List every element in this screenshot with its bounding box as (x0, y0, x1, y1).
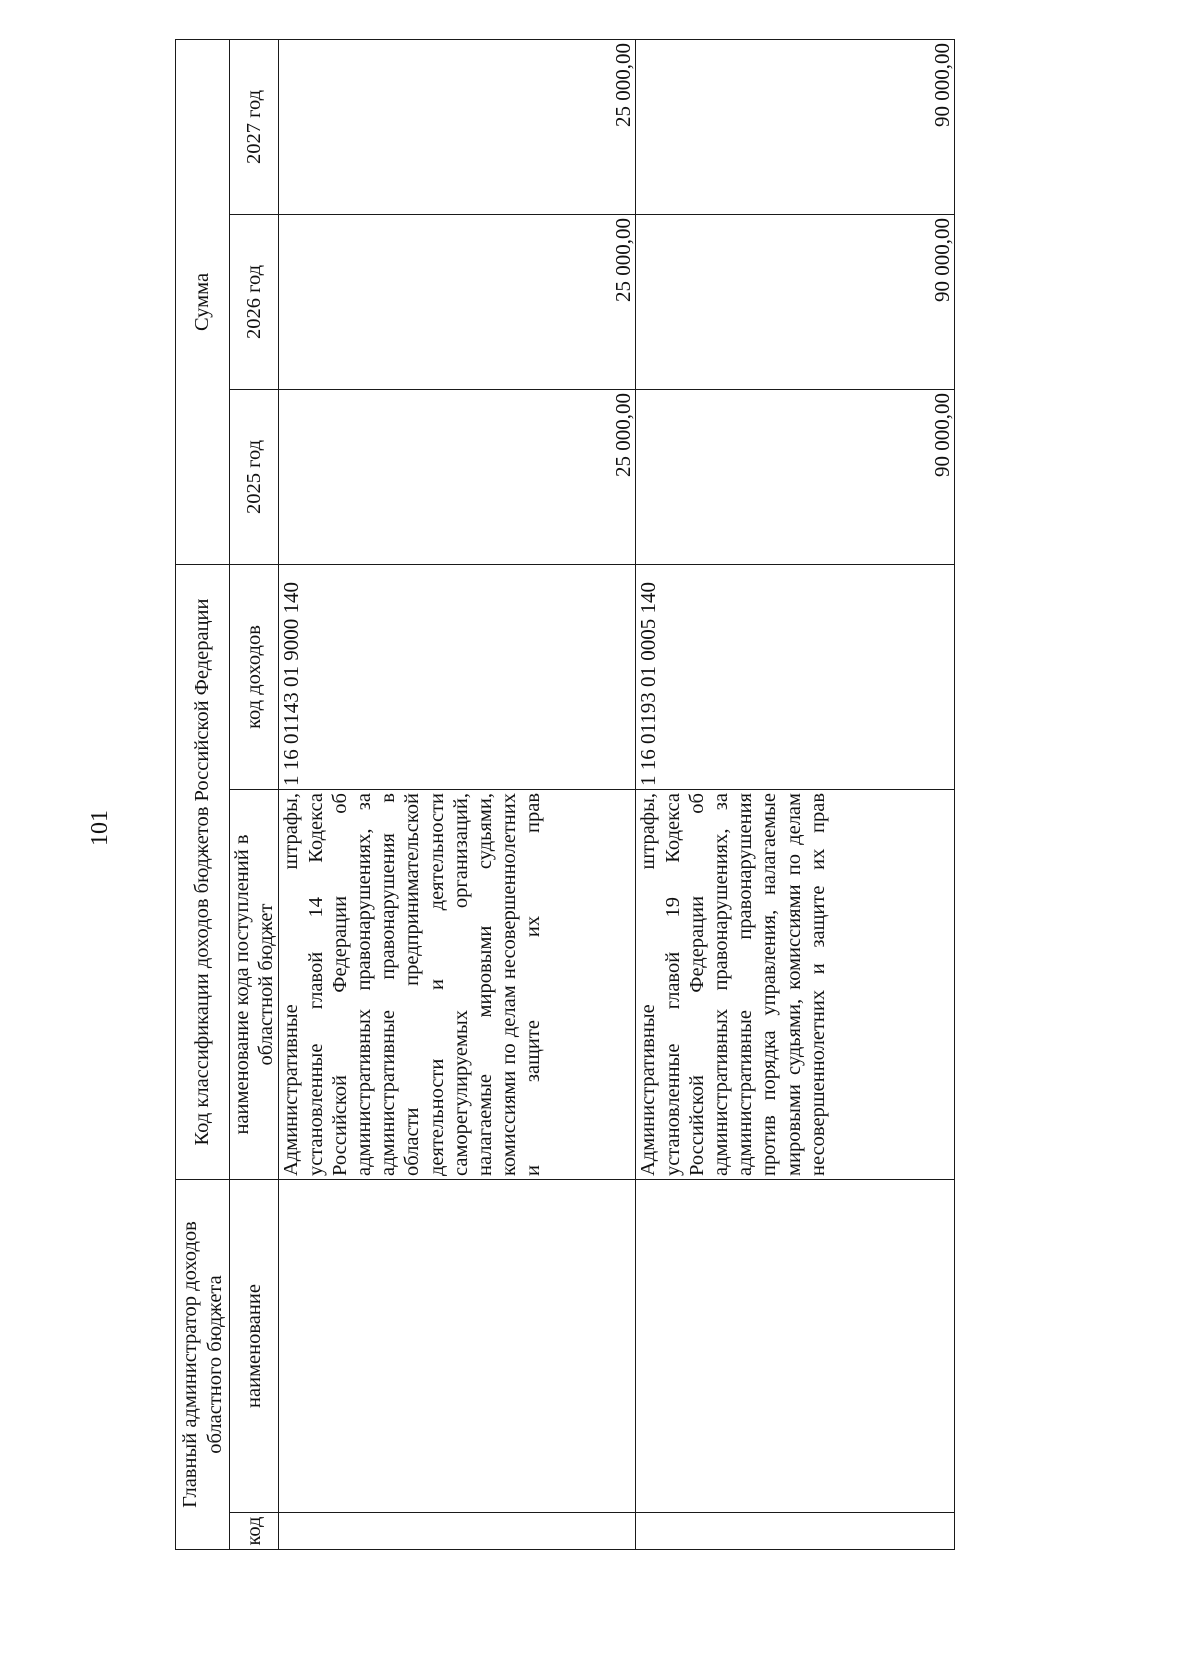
income-code-header: код доходов (230, 564, 279, 789)
admin-group-header: Главный администратор доходов областного бюджета (176, 1180, 230, 1550)
admin-code-header: код (230, 1513, 279, 1550)
sum-2027-cell: 25 000,00 (279, 39, 636, 214)
admin-code-cell (279, 1513, 636, 1550)
admin-name-cell (279, 1180, 636, 1513)
year-2027-header: 2027 год (230, 39, 279, 214)
admin-code-cell (636, 1513, 955, 1550)
income-code-cell: 1 16 01143 01 9000 140 (279, 564, 636, 789)
description-cell: Административные штрафы, установленные главой 19 Кодекса Российской Федерации об административных правонарушениях, за административные правонарушения против порядка управления, налагаемые мировыми судьями, комиссиями по делам несовершеннолетних и защите их прав (636, 790, 955, 1180)
classification-group-header: Код классификации доходов бюджетов Российской Федерации (176, 564, 230, 1179)
admin-name-header: наименование (230, 1180, 279, 1513)
sum-2026-cell: 90 000,00 (636, 214, 955, 389)
header-row-1 (176, 39, 230, 1549)
description-cell: Административные штрафы, установленные главой 14 Кодекса Российской Федерации об административных правонарушениях, за административные правонарушения в области предпринимательской деятельности и деятельности саморегулируемых организаций, налагаемые мировыми судьями, комиссиями по делам несовершеннолетних и защите их прав (279, 790, 636, 1180)
sum-2025-cell: 90 000,00 (636, 389, 955, 564)
admin-name-cell (636, 1180, 955, 1513)
income-code-cell: 1 16 01193 01 0005 140 (636, 564, 955, 789)
page-number: 101 (87, 810, 113, 846)
sum-2025-cell: 25 000,00 (279, 389, 636, 564)
rotated-table-container (175, 42, 954, 1550)
header-row-2 (230, 39, 279, 1549)
sum-group-header: Сумма (176, 39, 230, 564)
classification-name-header: наименование кода поступлений в областной бюджет (230, 790, 279, 1180)
sum-2026-cell: 25 000,00 (279, 214, 636, 389)
table-row (279, 39, 636, 1549)
income-table (175, 39, 955, 1550)
sum-2027-cell: 90 000,00 (636, 39, 955, 214)
year-2026-header: 2026 год (230, 214, 279, 389)
table-row (636, 39, 955, 1549)
year-2025-header: 2025 год (230, 389, 279, 564)
